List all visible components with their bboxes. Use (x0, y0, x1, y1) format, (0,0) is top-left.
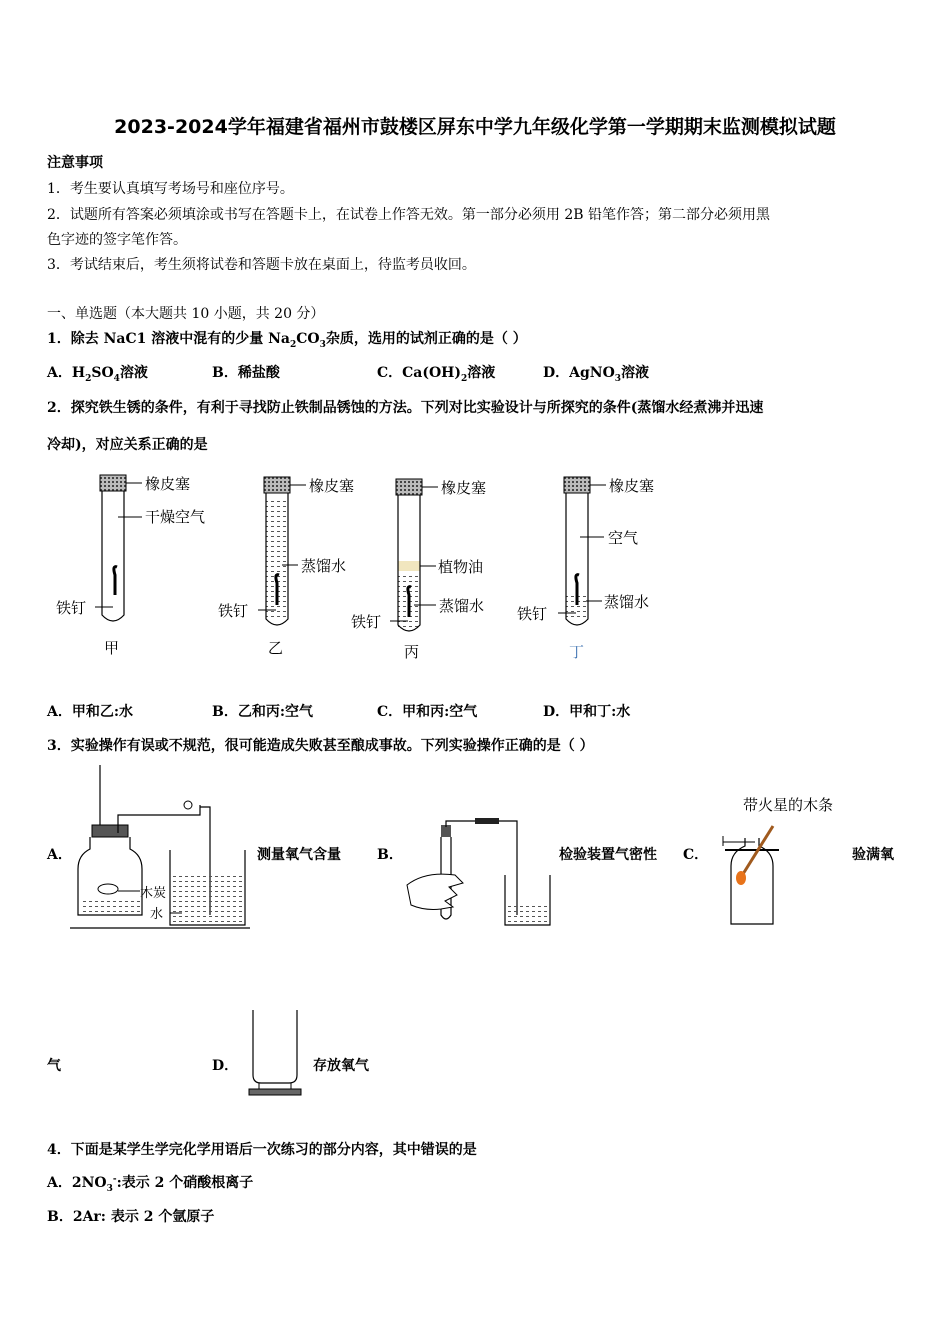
q1-opt-sub: 2 (85, 373, 92, 384)
notice-item-2b: 色字迹的签字笔作答。 (47, 232, 187, 248)
label-stopper: 橡皮塞 (609, 477, 655, 495)
q3-option-c-text: 验满氧 (852, 847, 894, 863)
label-stopper: 橡皮塞 (441, 479, 487, 497)
q2-option-a: A．甲和乙:水 (47, 704, 134, 720)
q4-opt-sub: 3 (106, 1183, 113, 1194)
q4-option-a (47, 1172, 253, 1194)
label-stopper: 橡皮塞 (309, 477, 355, 495)
tube-name: 丁 (569, 643, 585, 661)
q4-option-b: B．2Ar: 表示 2 个氩原子 (47, 1209, 215, 1225)
q3-option-a-text: 测量氧气含量 (257, 847, 341, 863)
label-nail: 铁钉 (56, 599, 87, 617)
q3-stem: 3．实验操作有误或不规范，很可能造成失败甚至酿成事故。下列实验操作正确的是（ ） (47, 738, 594, 754)
q4-stem: 4．下面是某学生学完化学用语后一次练习的部分内容，其中错误的是 (47, 1142, 477, 1158)
q2-option-c: C．甲和丙:空气 (377, 704, 478, 720)
tube-ding (517, 477, 654, 661)
q4-opt-part: A．2NO (47, 1175, 107, 1191)
q1-option-a (47, 362, 148, 384)
q1-option-d (543, 362, 649, 384)
oxygen-full-test-figure (715, 790, 865, 930)
iron-rust-test-tubes-figure (0, 465, 700, 665)
q1-opt-sub: 4 (113, 373, 120, 384)
label-nail: 铁钉 (218, 602, 249, 620)
notice-item-2a: 2．试题所有答案必须填涂或书写在答题卡上，在试卷上作答无效。第一部分必须用 2B 铅笔作答；第二部分必须用黑 (47, 207, 770, 223)
label-distilled-water: 蒸馏水 (604, 593, 650, 611)
gas-jar-storage-figure (245, 1005, 310, 1100)
q1-stem-sub: 2 (289, 339, 297, 350)
q2-stem-line2: 冷却)，对应关系正确的是 (47, 437, 208, 453)
q1-stem-part: CO (296, 331, 320, 347)
q3-option-d-label: D． (212, 1058, 239, 1074)
q3-option-a-label: A． (47, 847, 72, 863)
q1-option-b: B．稀盐酸 (212, 365, 280, 381)
tube-name: 乙 (268, 639, 284, 657)
q2-option-d: D．甲和丁:水 (543, 704, 631, 720)
q3-option-c-label: C． (683, 847, 709, 863)
q1-stem-sub: 3 (319, 339, 326, 350)
tube-bing (351, 479, 486, 661)
oxygen-content-apparatus-figure (70, 765, 255, 935)
label-stopper: 橡皮塞 (145, 475, 191, 493)
q3-option-b-label: B． (377, 847, 403, 863)
q1-opt-part: 溶液 (621, 365, 650, 381)
q1-opt-part: 溶液 (467, 365, 496, 381)
q3-option-c-text-cont: 气 (47, 1058, 61, 1074)
q1-stem-part: 1．除去 NaC1 溶液中混有的少量 Na (47, 331, 290, 347)
label-dry-air: 干燥空气 (145, 508, 206, 526)
q1-opt-sub: 3 (614, 373, 622, 384)
q4-opt-sup: - (112, 1174, 117, 1185)
tube-name: 甲 (104, 639, 120, 657)
q1-opt-part: C．Ca(OH) (377, 365, 462, 381)
label-glowing-splint: 带火星的木条 (743, 796, 834, 814)
q2-option-b: B．乙和丙:空气 (212, 704, 314, 720)
q1-opt-part: A．H (47, 365, 86, 381)
q1-opt-sub: 2 (461, 373, 468, 384)
q1-opt-part: D．AgNO (543, 365, 615, 381)
tube-jia (56, 475, 205, 657)
label-distilled-water: 蒸馏水 (301, 557, 347, 575)
label-vegetable-oil: 植物油 (438, 558, 484, 576)
q1-stem-part: 杂质，选用的试剂正确的是（ ） (325, 331, 527, 347)
q1-opt-part: SO (91, 365, 114, 381)
label-charcoal: 木炭 (140, 886, 167, 901)
notice-item-1: 1．考生要认真填写考场号和座位序号。 (47, 181, 294, 197)
page-title: 2023-2024学年福建省福州市鼓楼区屏东中学九年级化学第一学期期末监测模拟试题 (114, 116, 836, 138)
q3-option-b-text: 检验装置气密性 (559, 847, 657, 863)
q1-opt-part: 溶液 (119, 365, 148, 381)
label-nail: 铁钉 (517, 605, 548, 623)
airtightness-check-figure (405, 815, 555, 930)
notice-item-3: 3．考试结束后，考生须将试卷和答题卡放在桌面上，待监考员收回。 (47, 257, 476, 273)
notice-heading: 注意事项 (47, 155, 103, 171)
label-nail: 铁钉 (351, 613, 382, 631)
label-distilled-water: 蒸馏水 (439, 597, 485, 615)
label-water: 水 (150, 907, 164, 922)
q1-stem (47, 328, 527, 350)
q3-option-d-text: 存放氧气 (313, 1058, 369, 1074)
q2-stem-line1: 2．探究铁生锈的条件，有利于寻找防止铁制品锈蚀的方法。下列对比实验设计与所探究的条件(蒸馏水经煮沸并迅速 (47, 400, 764, 416)
tube-name: 丙 (404, 643, 420, 661)
tube-yi (218, 477, 354, 657)
q4-opt-part: :表示 2 个硝酸根离子 (116, 1175, 254, 1191)
q1-option-c (377, 362, 495, 384)
label-air: 空气 (608, 529, 639, 547)
section-heading: 一、单选题（本大题共 10 小题，共 20 分） (47, 306, 325, 322)
